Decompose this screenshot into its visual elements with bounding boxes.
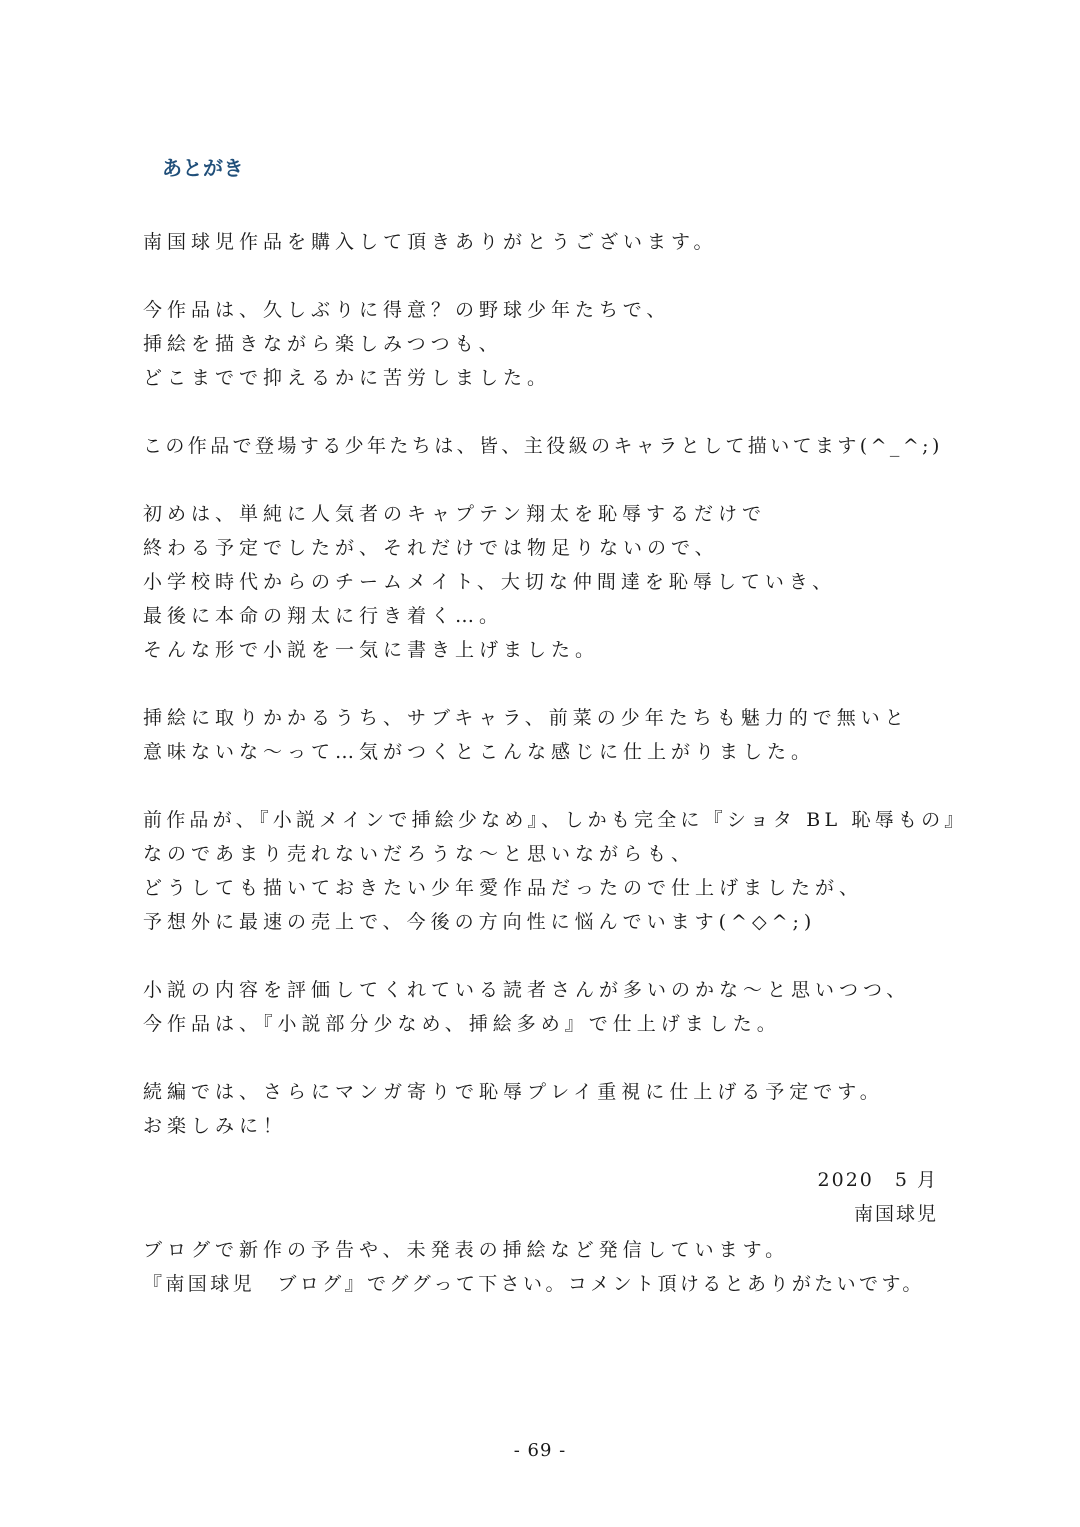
page-number: - 69 -	[513, 1440, 567, 1461]
paragraph-line: そんな形で小説を一気に書き上げました。	[143, 639, 600, 661]
paragraph-line: 予想外に最速の売上で、今後の方向性に悩んでいます(^◇^;)	[143, 911, 817, 933]
signature-author: 南国球児	[853, 1203, 938, 1225]
paragraph-line: 前作品が、『小説メインで挿絵少なめ』、しかも完全に『ショタ BL 恥辱もの』	[143, 809, 968, 831]
blog-notice-line: ブログで新作の予告や、未発表の挿絵など発信しています。	[143, 1239, 790, 1261]
paragraph-line: 小説の内容を評価してくれている読者さんが多いのかな～と思いつつ、	[143, 979, 911, 1001]
paragraph-line: 最後に本命の翔太に行き着く…。	[143, 605, 504, 627]
paragraph-line: 今作品は、『小説部分少なめ、挿絵多め』で仕上げました。	[143, 1013, 781, 1035]
paragraph-gap	[143, 395, 943, 429]
paragraph-line: なのであまり売れないだろうな～と思いながらも、	[143, 843, 696, 865]
paragraph-line: 挿絵を描きながら楽しみつつも、	[143, 333, 503, 355]
paragraph-line: お楽しみに！	[143, 1115, 288, 1137]
paragraph-line: 挿絵に取りかかるうち、サブキャラ、前菜の少年たちも魅力的で無いと	[143, 707, 909, 729]
paragraph-line: 初めは、単純に人気者のキャプテン翔太を恥辱するだけで	[143, 503, 767, 525]
paragraph-gap	[143, 463, 943, 497]
paragraph-gap	[143, 939, 943, 973]
paragraph-gap	[143, 259, 943, 293]
paragraph-line: 終わる予定でしたが、それだけでは物足りないので、	[143, 537, 719, 559]
paragraph-line: 続編では、さらにマンガ寄りで恥辱プレイ重視に仕上げる予定です。	[143, 1081, 884, 1103]
paragraph-gap	[143, 1041, 943, 1075]
blog-notice	[143, 1233, 963, 1301]
paragraph-line: 今作品は、久しぶりに得意？の野球少年たちで、	[143, 299, 671, 321]
afterword-body	[143, 225, 968, 1143]
paragraph-line: どうしても描いておきたい少年愛作品だったので仕上げましたが、	[143, 877, 864, 899]
paragraph-gap	[143, 769, 943, 803]
blog-notice-line: 『南国球児 ブログ』でググって下さい。コメント頂けるとありがたいです。	[143, 1273, 925, 1295]
paragraph-line: 小学校時代からのチームメイト、大切な仲間達を恥辱していき、	[143, 571, 837, 593]
signature-date: 2020 5 月	[817, 1169, 938, 1191]
paragraph-line: 南国球児作品を購入して頂きありがとうございます。	[143, 231, 718, 253]
afterword-heading: あとがき	[162, 156, 244, 180]
paragraph-line: 意味ないな～って…気がつくとこんな感じに仕上がりました。	[143, 741, 816, 763]
paragraph-gap	[143, 667, 943, 701]
paragraph-line: この作品で登場する少年たちは、皆、主役級のキャラとして描いてます(^_^;)	[143, 435, 943, 457]
paragraph-line: どこまでで抑えるかに苦労しました。	[143, 367, 552, 389]
